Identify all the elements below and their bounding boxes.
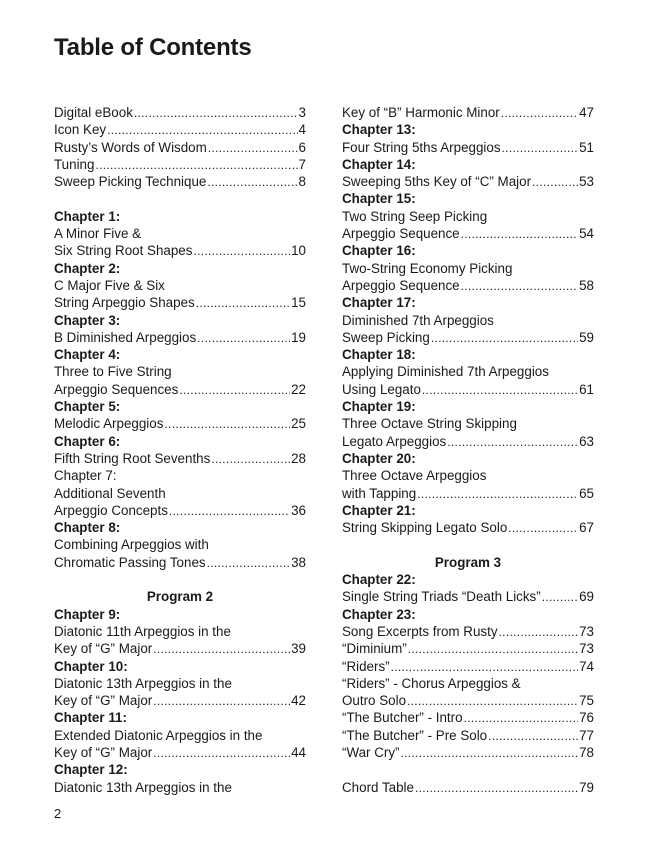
dot-leader: [508, 520, 578, 536]
toc-page-number: 19: [291, 329, 306, 345]
chapter-heading: Chapter 9:: [54, 606, 121, 622]
dot-leader: [197, 330, 290, 346]
toc-page-number: 4: [298, 122, 306, 138]
toc-entry: [54, 329, 306, 346]
toc-text-line: Additional Seventh: [54, 485, 166, 501]
toc-entry: [342, 381, 594, 398]
toc-entry: [342, 623, 594, 640]
toc-entry: [342, 744, 594, 761]
toc-page-number: 78: [579, 744, 594, 760]
spacer: [342, 761, 594, 778]
toc-entry-title: Arpeggio Sequences: [54, 381, 179, 397]
toc-entry: [342, 485, 594, 502]
toc-entry-title: Arpeggio Sequence: [342, 277, 460, 293]
toc-entry: [342, 225, 594, 242]
toc-page-number: 44: [291, 744, 306, 760]
toc-page-number: 53: [579, 174, 594, 190]
toc-entry-title: Fifth String Root Sevenths: [54, 450, 211, 466]
toc-text-line: Three to Five String: [54, 364, 172, 380]
chapter-heading: Chapter 4:: [54, 347, 121, 363]
toc-page-number: 76: [579, 710, 594, 726]
toc-text-line: Applying Diminished 7th Arpeggios: [342, 364, 549, 380]
dot-leader: [499, 624, 579, 640]
spacer: [54, 571, 306, 588]
chapter-heading: Chapter 11:: [54, 710, 127, 726]
dot-leader: [532, 174, 578, 190]
dot-leader: [196, 295, 290, 311]
toc-entry: [54, 104, 306, 121]
toc-entry-title: B Diminished Arpeggios: [54, 329, 197, 345]
toc-entry: [342, 277, 594, 294]
toc-entry: [54, 502, 306, 519]
toc-page-number: 75: [579, 693, 594, 709]
toc-entry: [54, 450, 306, 467]
dot-leader: [447, 434, 578, 450]
toc-entry: [342, 727, 594, 744]
toc-page-number: 25: [291, 416, 306, 432]
toc-page-number: 39: [291, 641, 306, 657]
toc-page-number: 79: [579, 779, 594, 795]
spacer: [342, 536, 594, 553]
toc-entry-title: with Tapping: [342, 485, 417, 501]
dot-leader: [417, 486, 578, 502]
toc-entry-title: Song Excerpts from Rusty: [342, 623, 498, 639]
program-heading: Program 2: [146, 589, 214, 605]
toc-entry-title: “The Butcher” - Pre Solo: [342, 727, 488, 743]
chapter-heading: Chapter 17:: [342, 295, 416, 311]
toc-entry: [342, 709, 594, 726]
toc-entry-title: String Skipping Legato Solo: [342, 520, 508, 536]
dot-leader: [208, 140, 298, 156]
dot-leader: [164, 416, 290, 432]
dot-leader: [501, 105, 578, 121]
chapter-heading: Chapter 3:: [54, 312, 121, 328]
dot-leader: [415, 780, 578, 796]
toc-entry: [54, 294, 306, 311]
dot-leader: [153, 693, 290, 709]
toc-entry: [342, 658, 594, 675]
toc-entry-title: String Arpeggio Shapes: [54, 295, 195, 311]
program-heading: Program 3: [434, 554, 502, 570]
chapter-heading: Chapter 8:: [54, 520, 121, 536]
toc-entry: [54, 692, 306, 709]
toc-page-number: 7: [298, 156, 306, 172]
chapter-heading: Chapter 21:: [342, 502, 416, 518]
toc-entry-title: Key of “G” Major: [54, 693, 153, 709]
toc-entry-title: Sweeping 5ths Key of “C” Major: [342, 174, 532, 190]
toc-entry: [342, 173, 594, 190]
toc-text-line: Extended Diatonic Arpeggios in the: [54, 727, 263, 743]
toc-entry: [54, 554, 306, 571]
toc-text-line: C Major Five & Six: [54, 277, 165, 293]
dot-leader: [107, 122, 297, 138]
toc-page-number: 6: [298, 139, 306, 155]
dot-leader: [408, 641, 578, 657]
toc-entry-title: Key of “B” Harmonic Minor: [342, 105, 500, 120]
dot-leader: [488, 728, 578, 744]
toc-page-number: 77: [579, 727, 594, 743]
toc-entry: [54, 173, 306, 190]
toc-text-line: Two-String Economy Picking: [342, 260, 513, 276]
dot-leader: [542, 589, 578, 605]
toc-entry-title: Using Legato: [342, 381, 421, 397]
dot-leader: [207, 555, 291, 571]
toc-page-number: 73: [579, 641, 594, 657]
toc-entry: [54, 156, 306, 173]
toc-entry-title: Six String Root Shapes: [54, 243, 193, 259]
dot-leader: [193, 243, 290, 259]
toc-entry-title: “War Cry”: [342, 744, 400, 760]
chapter-heading: Chapter 19:: [342, 399, 416, 415]
toc-text-line: A Minor Five &: [54, 226, 142, 242]
toc-entry-title: Icon Key: [54, 122, 107, 138]
toc-entry: [342, 139, 594, 156]
toc-entry-title: “Riders”: [342, 658, 390, 674]
toc-entry: [342, 640, 594, 657]
toc-entry: [54, 139, 306, 156]
dot-leader: [422, 382, 578, 398]
dot-leader: [391, 659, 578, 675]
dot-leader: [461, 278, 578, 294]
toc-page-number: 10: [291, 243, 306, 259]
chapter-heading: Chapter 5:: [54, 399, 121, 415]
toc-text-line: Three Octave Arpeggios: [342, 468, 487, 484]
toc-text-line: Diatonic 13th Arpeggios in the: [54, 675, 232, 691]
toc-page-number: 69: [579, 589, 594, 605]
toc-page-number: 51: [579, 139, 594, 155]
chapter-heading: Chapter 1:: [54, 208, 121, 224]
dot-leader: [179, 382, 290, 398]
page-title: Table of Contents: [54, 34, 252, 61]
chapter-heading: Chapter 12:: [54, 762, 128, 778]
dot-leader: [153, 641, 290, 657]
toc-text-line: “Riders” - Chorus Arpeggios &: [342, 675, 521, 691]
chapter-heading: Chapter 14:: [342, 156, 416, 172]
toc-entry-title: “Diminium”: [342, 641, 407, 657]
toc-text-line: Diatonic 11th Arpeggios in the: [54, 623, 231, 639]
toc-entry: [54, 242, 306, 259]
toc-entry-title: Tuning: [54, 156, 95, 172]
toc-right-column: [342, 104, 594, 796]
chapter-heading: Chapter 20:: [342, 450, 416, 466]
dot-leader: [431, 330, 578, 346]
toc-entry: [342, 104, 594, 121]
toc-page-number: 15: [291, 295, 306, 311]
chapter-heading: Chapter 10:: [54, 658, 128, 674]
toc-entry: [342, 692, 594, 709]
chapter-heading: Chapter 18:: [342, 347, 416, 363]
toc-entry-title: Sweep Picking: [342, 329, 430, 345]
chapter-heading: Chapter 2:: [54, 260, 121, 276]
toc-page-number: 63: [579, 433, 594, 449]
toc-page-number: 8: [298, 174, 306, 190]
dot-leader: [207, 174, 297, 190]
toc-entry: [342, 588, 594, 605]
toc-entry-title: Melodic Arpeggios: [54, 416, 164, 432]
dot-leader: [502, 140, 579, 156]
toc-entry-title: Digital eBook: [54, 105, 133, 120]
toc-entry-title: Outro Solo: [342, 693, 407, 709]
toc-entry-title: Arpeggio Concepts: [54, 502, 168, 518]
toc-entry: [342, 433, 594, 450]
dot-leader: [153, 745, 290, 761]
dot-leader: [461, 226, 578, 242]
dot-leader: [169, 503, 290, 519]
toc-page-number: 28: [291, 450, 306, 466]
toc-entry-title: Single String Triads “Death Licks”: [342, 589, 541, 605]
dot-leader: [401, 745, 579, 761]
toc-page-number: 22: [291, 381, 306, 397]
chapter-heading: Chapter 6:: [54, 433, 121, 449]
toc-page-number: 47: [579, 105, 594, 120]
chapter-heading: Chapter 22:: [342, 572, 416, 588]
toc-entry-title: Four String 5ths Arpeggios: [342, 139, 501, 155]
toc-page-number: 73: [579, 623, 594, 639]
toc-entry-title: Arpeggio Sequence: [342, 226, 460, 242]
toc-entry-title: “The Butcher” - Intro: [342, 710, 463, 726]
toc-page-number: 67: [579, 520, 594, 536]
toc-page-number: 74: [579, 658, 594, 674]
toc-page-number: 42: [291, 693, 306, 709]
chapter-heading: Chapter 15:: [342, 191, 416, 207]
dot-leader: [211, 451, 290, 467]
toc-entry-title: Key of “G” Major: [54, 641, 153, 657]
toc-page-number: 38: [291, 554, 306, 570]
toc-entry: [342, 329, 594, 346]
chapter-heading: Chapter 13:: [342, 122, 416, 138]
toc-page-number: 65: [579, 485, 594, 501]
dot-leader: [464, 710, 579, 726]
toc-entry: [54, 640, 306, 657]
toc-text-line: Combining Arpeggios with: [54, 537, 209, 553]
toc-entry: [54, 121, 306, 138]
chapter-heading: Chapter 16:: [342, 243, 416, 259]
toc-entry: [342, 519, 594, 536]
toc-text-line: Three Octave String Skipping: [342, 416, 517, 432]
toc-entry: [342, 779, 594, 796]
toc-text-line: Diminished 7th Arpeggios: [342, 312, 494, 328]
toc-text-line: Chapter 7:: [54, 468, 117, 484]
toc-entry-title: Key of “G” Major: [54, 744, 153, 760]
toc-left-column: [54, 104, 306, 796]
toc-page-number: 59: [579, 329, 594, 345]
toc-entry: [54, 744, 306, 761]
toc-page-number: 61: [579, 381, 594, 397]
toc-page-number: 54: [579, 226, 594, 242]
page-number: 2: [54, 806, 62, 821]
toc-entry-title: Chord Table: [342, 779, 414, 795]
toc-entry: [54, 415, 306, 432]
dot-leader: [134, 105, 298, 121]
toc-text-line: Diatonic 13th Arpeggios in the: [54, 779, 232, 795]
toc-page-number: 58: [579, 277, 594, 293]
toc-page-number: 3: [298, 105, 306, 120]
chapter-heading: Chapter 23:: [342, 606, 416, 622]
toc-entry-title: Chromatic Passing Tones: [54, 554, 206, 570]
toc-entry-title: Rusty’s Words of Wisdom: [54, 139, 207, 155]
toc-entry-title: Legato Arpeggios: [342, 433, 447, 449]
toc-entry-title: Sweep Picking Technique: [54, 174, 207, 190]
dot-leader: [95, 157, 297, 173]
dot-leader: [407, 693, 578, 709]
toc-entry: [54, 381, 306, 398]
spacer: [54, 190, 306, 207]
toc-page-number: 36: [291, 502, 306, 518]
toc-text-line: Two String Seep Picking: [342, 208, 488, 224]
